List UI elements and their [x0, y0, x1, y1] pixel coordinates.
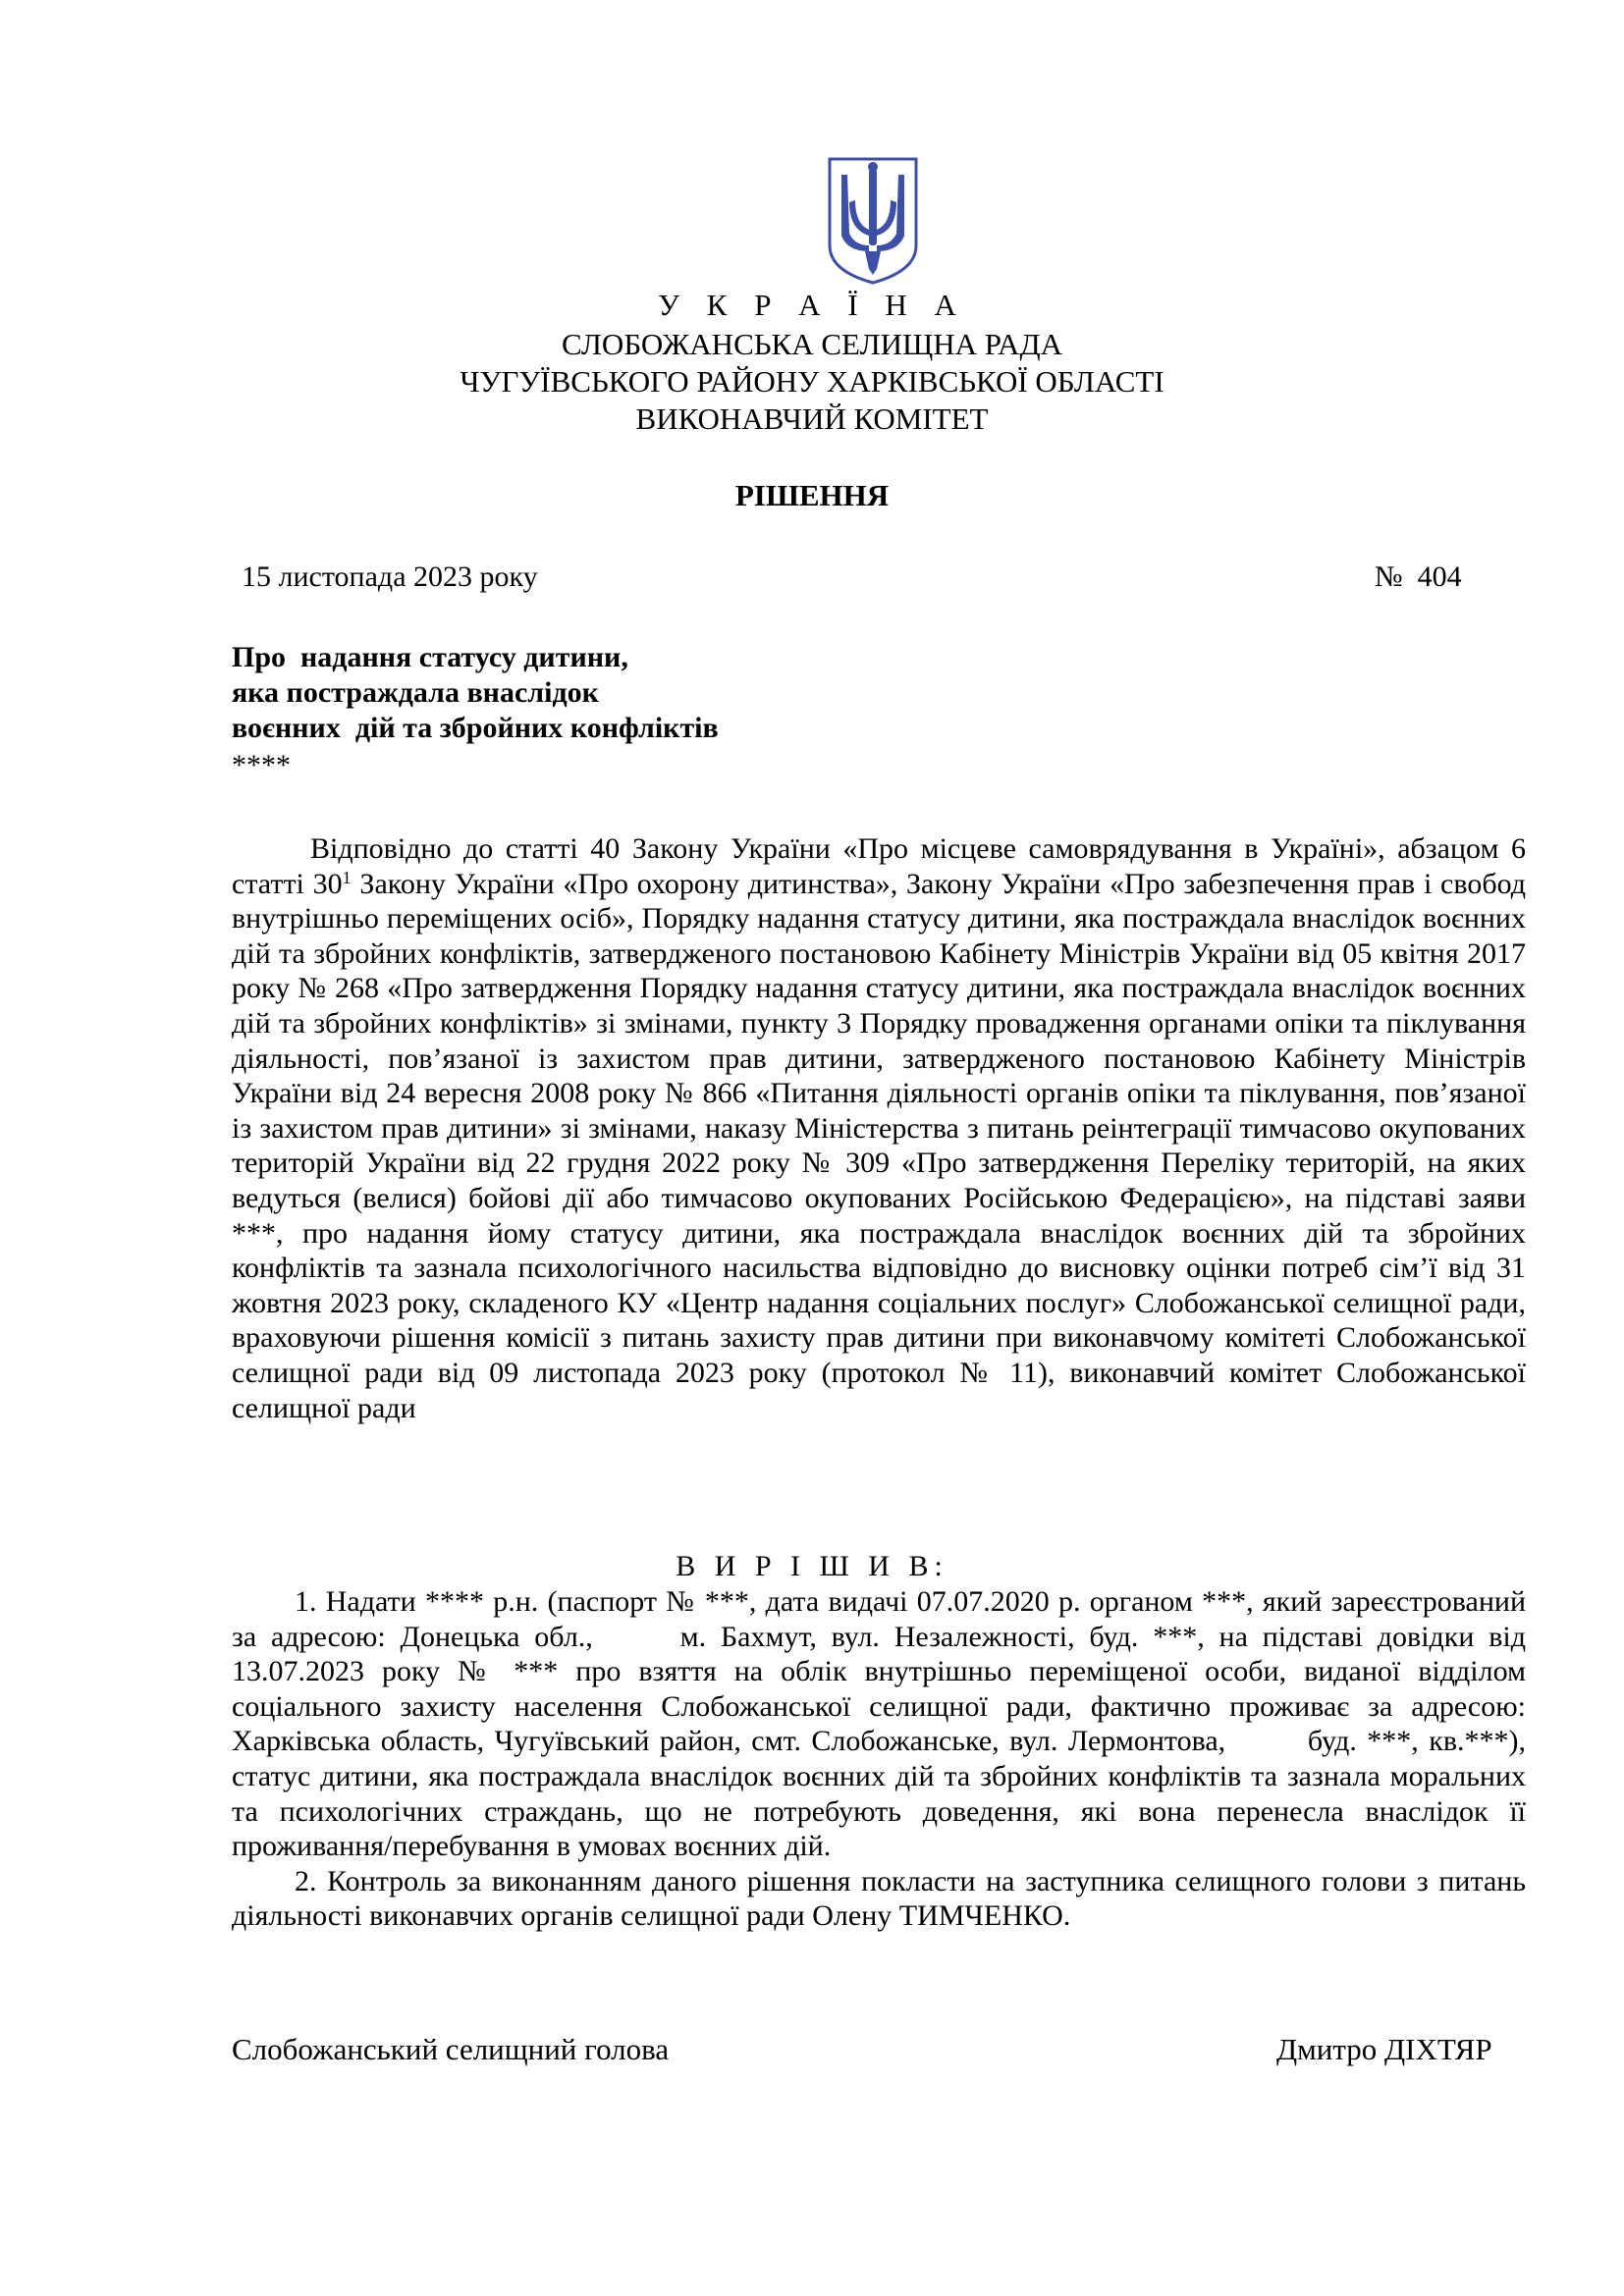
document-type-heading: РІШЕННЯ [734, 478, 890, 512]
trident-coat-of-arms-icon [826, 155, 920, 287]
signatory-position: Слобожанський селищний голова [232, 2032, 670, 2066]
decision-items [232, 1584, 1534, 1934]
title-line: яка постраждала внаслідок [232, 676, 599, 709]
decision-item-2: 2. Контроль за виконанням даного рішення покласти на заступника селищного голови з питань діяльності виконавчих органів селищної ради Олену ТИМЧЕНКО. [232, 1864, 1526, 1933]
decision-title [232, 640, 1115, 746]
title-line: воєнних дій та збройних конфліктів [232, 712, 719, 744]
preamble-text-part1: Відповідно до статті 40 Закону України «Про місцеве самоврядування в Україні», абзацом 6 статті 30 [232, 832, 1526, 900]
country-heading: У К Р А Ї Н А [658, 288, 966, 322]
district-heading: ЧУГУЇВСЬКОГО РАЙОНУ ХАРКІВСЬКОЇ ОБЛАСТІ [460, 364, 1164, 399]
preamble-paragraph [232, 831, 1526, 1425]
title-line: Про надання статусу дитини, [232, 641, 628, 673]
signatory-name: Дмитро ДІХТЯР [1276, 2032, 1492, 2066]
decided-heading: В И Р І Ш И В: [676, 1550, 948, 1582]
preamble [232, 831, 1526, 1425]
council-heading: СЛОБОЖАНСЬКА СЕЛИЩНА РАДА [562, 327, 1062, 361]
decision-number: № 404 [1375, 561, 1462, 593]
committee-heading: ВИКОНАВЧИЙ КОМІТЕТ [635, 401, 989, 436]
decision-date: 15 листопада 2023 року [242, 561, 538, 593]
article-superscript: 1 [342, 867, 352, 887]
title-redacted-name: **** [232, 749, 291, 781]
decision-item-1: 1. Надати **** р.н. (паспорт № ***, дата видачі 07.07.2020 р. органом ***, який зареєстрований за адресою: Донецька обл., м. Бахмут, вул. Незалежності, буд. ***, на підставі довідки від 13.07.2023 року № *** про взяття на облік внутрішньо переміщеної особи, виданої відділом соціального захисту населення Слобожанської селищної ради, фактично проживає за адресою: Харківська область, Чугуївський район, смт. Слобожанське, вул. Лермонтова, буд. ***, кв.***), статус дитини, яка постраждала внаслідок воєнних дій та збройних конфліктів та зазнала моральних та психологічних страждань, що не потребують доведення, які вона перенесла внаслідок її проживання/перебування в умовах воєнних дій. [232, 1585, 1534, 1863]
preamble-text-part2: Закону України «Про охорону дитинства», Закону України «Про забезпечення прав і свобод внутрішньо переміщених осіб», Порядку надання статусу дитини, яка постраждала внаслідок воєнних дій та збройних конфліктів, затвердженого постановою Кабінету Міністрів України від 05 квітня 2017 року № 268 «Про затвердження Порядку надання статусу дитини, яка постраждала внаслідок воєнних дій та збройних конфліктів» зі змінами, пункту 3 Порядку провадження органами опіки та піклування діяльності, пов’язаної із захистом прав дитини, затвердженого постановою Кабінету Міністрів України від 24 вересня 2008 року № 866 «Питання діяльності органів опіки та піклування, пов’язаної із захистом прав дитини» зі змінами, наказу Міністерства з питань реінтеграції тимчасово окупованих територій України від 22 грудня 2022 року № 309 «Про затвердження Переліку територій, на яких ведуться (велися) бойові дії або тимчасово окупованих Російською Федерацією», на підставі заяви ***, про надання йому статусу дитини, яка постраждала внаслідок воєнних дій та збройних конфліктів та зазнала психологічного насильства відповідно до висновку оцінки потреб сім’ї від 31 жовтня 2023 року, складеного КУ «Центр надання соціальних послуг» Слобожанської селищної ради, враховуючи рішення комісії з питань захисту прав дитини при виконавчому комітеті Слобожанської селищної ради від 09 листопада 2023 року (протокол № 11), виконавчий комітет Слобожанської селищної ради [232, 867, 1526, 1424]
